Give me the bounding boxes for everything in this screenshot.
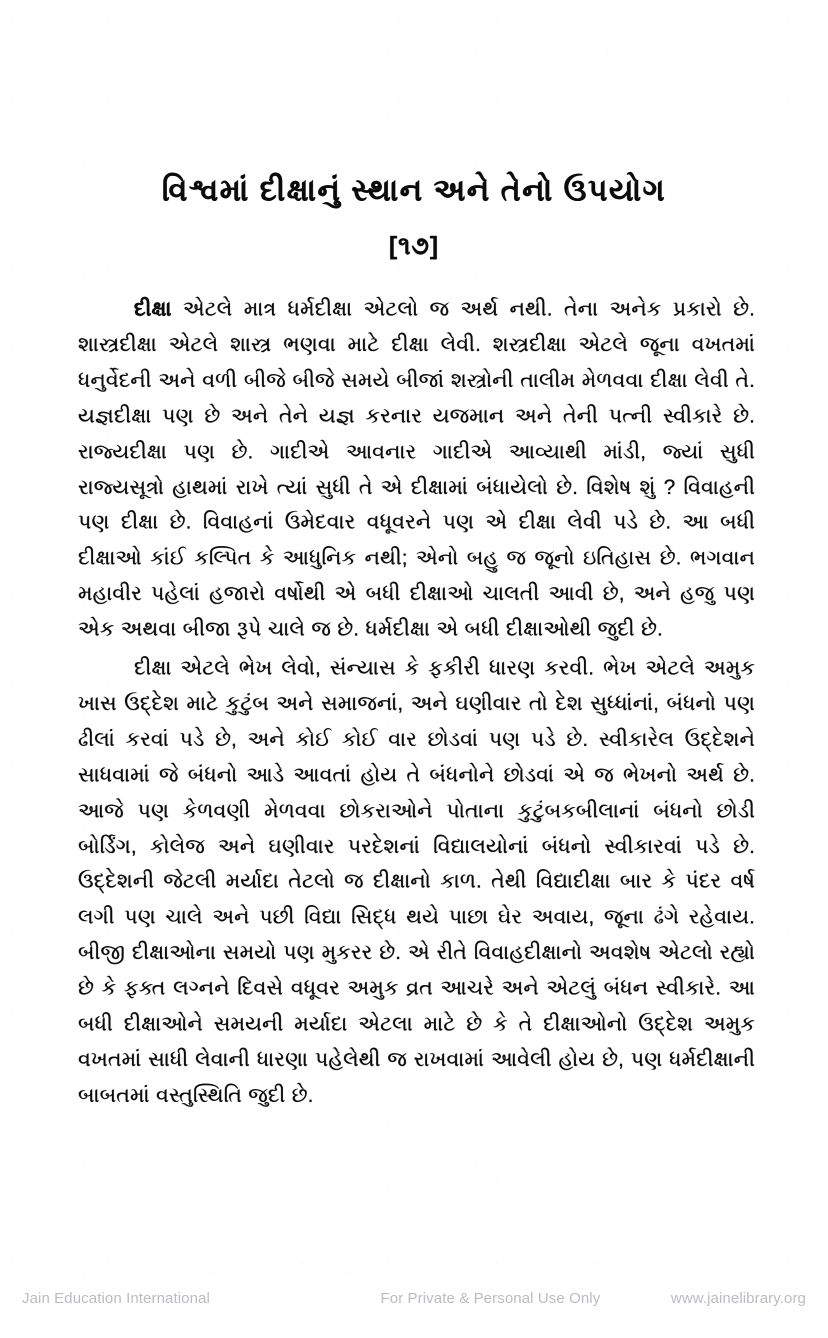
section-number: [૧૭] (388, 231, 440, 260)
paragraph-1 (78, 292, 755, 648)
footer-organization: Jain Education International (22, 1290, 210, 1307)
paragraph-2-text: દીક્ષા એટલે ભેખ લેવો, સંન્યાસ કે ફકીરી ધારણ કરવી. ભેખ એટલે અમુક ખાસ ઉદ્દેશ માટે કુટુંબ અને સમાજનાં, અને ઘણીવાર તો દેશ સુધ્ધાંનાં, બંધનો પણ ઢીલાં કરવાં પડે છે, અને કોઈ કોઈ વાર છોડવાં પણ પડે છે. સ્વીકારેલ ઉદ્દેશને સાધવામાં જે બંધનો આડે આવતાં હોય તે બંધનોને છોડવાં એ જ ભેખનો અર્થ છે. આજે પણ કેળવણી મેળવવા છોકરાઓને પોતાના કુટુંબકબીલાનાં બંધનો છોડી બોર્ડિંગ, કોલેજ અને ઘણીવાર પરદેશનાં વિદ્યાલયોનાં બંધનો સ્વીકારવાં પડે છે. ઉદ્દેશની જેટલી મર્યાદા તેટલો જ દીક્ષાનો કાળ. તેથી વિદ્યાદીક્ષા બાર કે પંદર વર્ષ લગી પણ ચાલે અને પછી વિદ્યા સિદ્ધ થયે પાછા ઘેર અવાય, જૂના ઢંગે રહેવાય. બીજી દીક્ષાઓના સમયો પણ મુકરર છે. એ રીતે વિવાહદીક્ષાનો અવશેષ એટલો રહ્યો છે કે ફક્ત લગ્નને દિવસે વધૂવર અમુક વ્રત આચરે અને એટલું બંધન સ્વીકારે. આ બધી દીક્ષાઓને સમયની મર્યાદા એટલા માટે છે કે તે દીક્ષાઓનો ઉદ્દેશ અમુક વખતમાં સાધી લેવાની ધારણા પહેલેથી જ રાખવામાં આવેલી હોય છે, પણ ધર્મદીક્ષાની બાબતમાં વસ્તુસ્થિતિ જુદી છે. (78, 656, 756, 1107)
paragraph-1-text: એટલે માત્ર ધર્મદીક્ષા એટલો જ અર્થ નથી. તેના અનેક પ્રકારો છે. શાસ્ત્રદીક્ષા એટલે શાસ્ત્ર ભણવા માટે દીક્ષા લેવી. શસ્ત્રદીક્ષા એટલે જૂના વખતમાં ધનુર્વેદની અને વળી બીજે બીજે સમયે બીજાં શસ્ત્રોની તાલીમ મેળવવા દીક્ષા લેવી તે. યજ્ઞદીક્ષા પણ છે અને તેને યજ્ઞ કરનાર યજમાન અને તેની પત્ની સ્વીકારે છે. રાજ્યદીક્ષા પણ છે. ગાદીએ આવનાર ગાદીએ આવ્યાથી માંડી, જ્યાં સુધી રાજ્યસૂત્રો હાથમાં રાખે ત્યાં સુધી તે એ દીક્ષામાં બંધાયેલો છે. વિશેષ શું ? વિવાહની પણ દીક્ષા છે. વિવાહનાં ઉમેદવાર વધૂવરને પણ એ દીક્ષા લેવી પડે છે. આ બધી દીક્ષાઓ કાંઈ કલ્પિત કે આધુનિક નથી; એનો બહુ જ જૂનો ઇતિહાસ છે. ભગવાન મહાવીર પહેલાં હજારો વર્ષોથી એ બધી દીક્ષાઓ ચાલતી આવી છે, અને હજુ પણ એક અથવા બીજા રૂપે ચાલે જ છે. ધર્મદીક્ષા એ બધી દીક્ષાઓથી જુદી છે. (78, 297, 755, 641)
paragraph-2 (78, 651, 755, 1114)
body-text-area (78, 292, 755, 1105)
paragraph-1-lead-word: દીક્ષા (134, 297, 172, 321)
page-title: વિશ્વમાં દીક્ષાનું સ્થાન અને તેનો ઉપયોગ (161, 173, 667, 208)
page-footer (0, 1280, 828, 1338)
heading-block (0, 172, 828, 261)
footer-usage-notice: For Private & Personal Use Only (380, 1290, 601, 1307)
footer-website-url[interactable]: www.jainelibrary.org (670, 1290, 806, 1307)
